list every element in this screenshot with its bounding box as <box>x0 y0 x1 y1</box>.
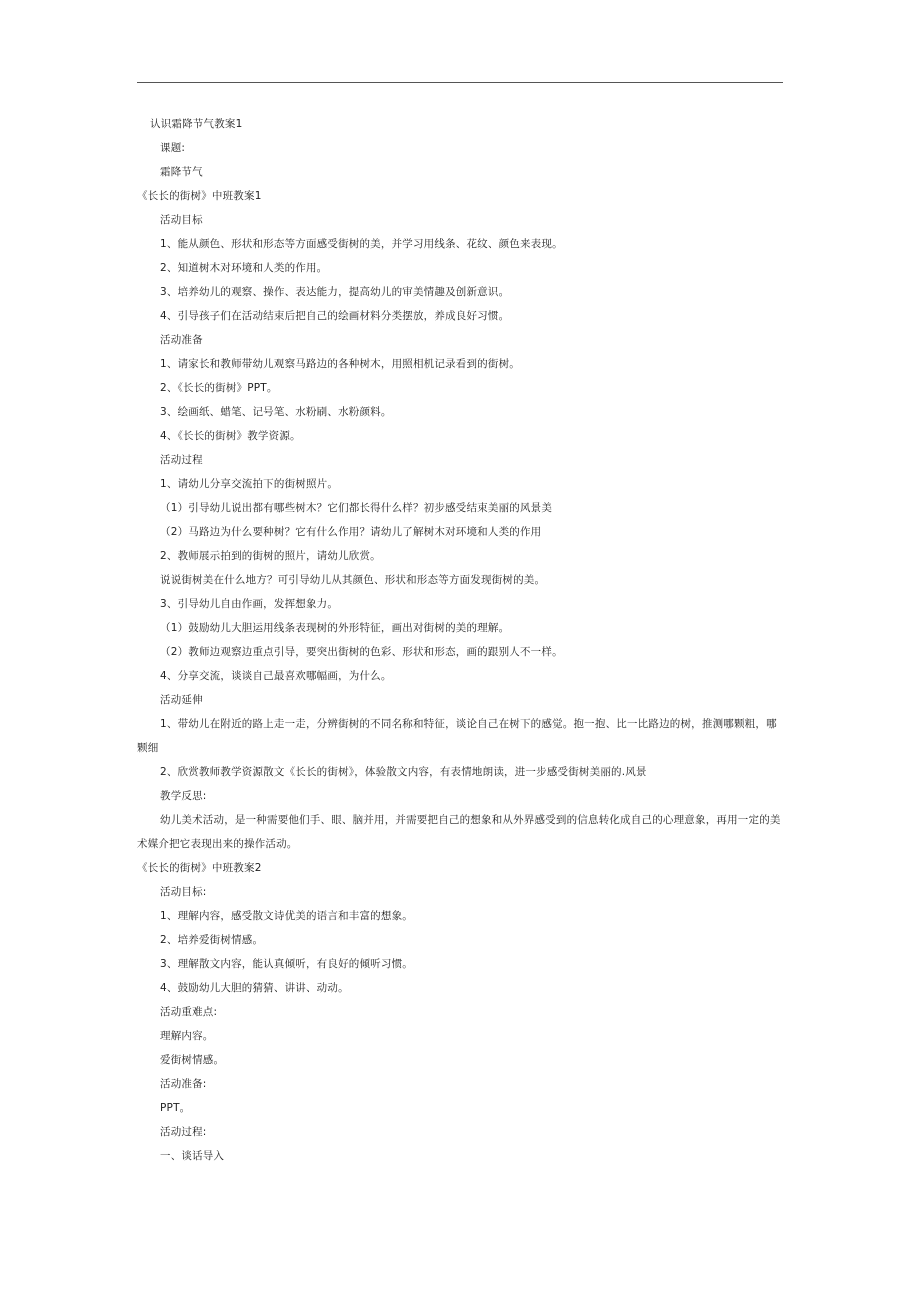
preparation-item: 2、《长长的街树》PPT。 <box>160 382 278 394</box>
goal-item: 3、培养幼儿的观察、操作、表达能力，提高幼儿的审美情趣及创新意识。 <box>160 286 510 298</box>
subject-value: 霜降节气 <box>160 166 203 178</box>
section-heading-goals: 活动目标: <box>160 886 207 898</box>
section-heading-reflection: 教学反思: <box>160 790 207 802</box>
preparation-item: PPT。 <box>160 1102 191 1114</box>
process-step: 4、分享交流，谈谈自己最喜欢哪幅画，为什么。 <box>160 670 392 682</box>
key-point-item: 爱街树情感。 <box>160 1054 225 1066</box>
header-rule <box>137 82 783 83</box>
process-substep: （2）马路边为什么要种树？它有什么作用？请幼儿了解树木对环境和人类的作用 <box>160 526 542 538</box>
section-heading-preparation: 活动准备 <box>160 334 203 346</box>
process-step: 3、引导幼儿自由作画，发挥想象力。 <box>160 598 339 610</box>
process-substep: （1）引导幼儿说出都有哪些树木？它们都长得什么样？初步感受结束美丽的风景美 <box>160 502 553 514</box>
goal-item: 4、引导孩子们在活动结束后把自己的绘画材料分类摆放，养成良好习惯。 <box>160 310 510 322</box>
section-heading-extension: 活动延伸 <box>160 694 203 706</box>
section-heading-goals: 活动目标 <box>160 214 203 226</box>
title-frost-descent-lesson: 认识霜降节气教案1 <box>150 118 243 130</box>
section-heading-key-points: 活动重难点: <box>160 1006 218 1018</box>
goal-item: 1、能从颜色、形状和形态等方面感受街树的美，并学习用线条、花纹、颜色来表现。 <box>160 238 563 250</box>
key-point-item: 理解内容。 <box>160 1030 214 1042</box>
goal-item: 3、理解散文内容，能认真倾听，有良好的倾听习惯。 <box>160 958 413 970</box>
section-heading-process: 活动过程: <box>160 1126 207 1138</box>
process-substep: （1）鼓励幼儿大胆运用线条表现树的外形特征，画出对街树的美的理解。 <box>160 622 510 634</box>
extension-item: 2、欣赏教师教学资源散文《长长的街树》，体验散文内容，有表情地朗读，进一步感受街树美丽的.风景 <box>160 766 647 778</box>
goal-item: 2、培养爱街树情感。 <box>160 934 264 946</box>
goal-item: 4、鼓励幼儿大胆的猜猜、讲讲、动动。 <box>160 982 349 994</box>
preparation-item: 4、《长长的街树》教学资源。 <box>160 430 301 442</box>
lesson-plan-1-heading: 《长长的街树》中班教案1 <box>137 190 262 202</box>
reflection-paragraph: 幼儿美术活动，是一种需要他们手、眼、脑并用，并需要把自己的想象和从外界感受到的信息转化成自己的心理意象，再用一定的美术媒介把它表现出来的操作活动。 <box>137 814 781 850</box>
section-heading-preparation: 活动准备: <box>160 1078 207 1090</box>
process-step: 2、教师展示拍到的街树的照片，请幼儿欣赏。 <box>160 550 381 562</box>
process-step: 1、请幼儿分享交流拍下的街树照片。 <box>160 478 339 490</box>
process-step: 一、谈话导入 <box>160 1150 225 1162</box>
goal-item: 1、理解内容，感受散文诗优美的语言和丰富的想象。 <box>160 910 413 922</box>
subject-label: 课题: <box>160 142 186 154</box>
section-heading-process: 活动过程 <box>160 454 203 466</box>
preparation-item: 1、请家长和教师带幼儿观察马路边的各种树木，用照相机记录看到的街树。 <box>160 358 520 370</box>
process-substep: （2）教师边观察边重点引导，要突出街树的色彩、形状和形态，画的跟别人不一样。 <box>160 646 563 658</box>
extension-item: 1、带幼儿在附近的路上走一走，分辨街树的不同名称和特征，谈论自己在树下的感觉。抱一抱、比一比路边的树，推测哪颗粗，哪颗细 <box>137 718 777 754</box>
goal-item: 2、知道树木对环境和人类的作用。 <box>160 262 328 274</box>
process-note: 说说街树美在什么地方？可引导幼儿从其颜色、形状和形态等方面发现街树的美。 <box>160 574 546 586</box>
lesson-plan-2-heading: 《长长的街树》中班教案2 <box>137 862 262 874</box>
preparation-item: 3、绘画纸、蜡笔、记号笔、水粉刷、水粉颜料。 <box>160 406 392 418</box>
